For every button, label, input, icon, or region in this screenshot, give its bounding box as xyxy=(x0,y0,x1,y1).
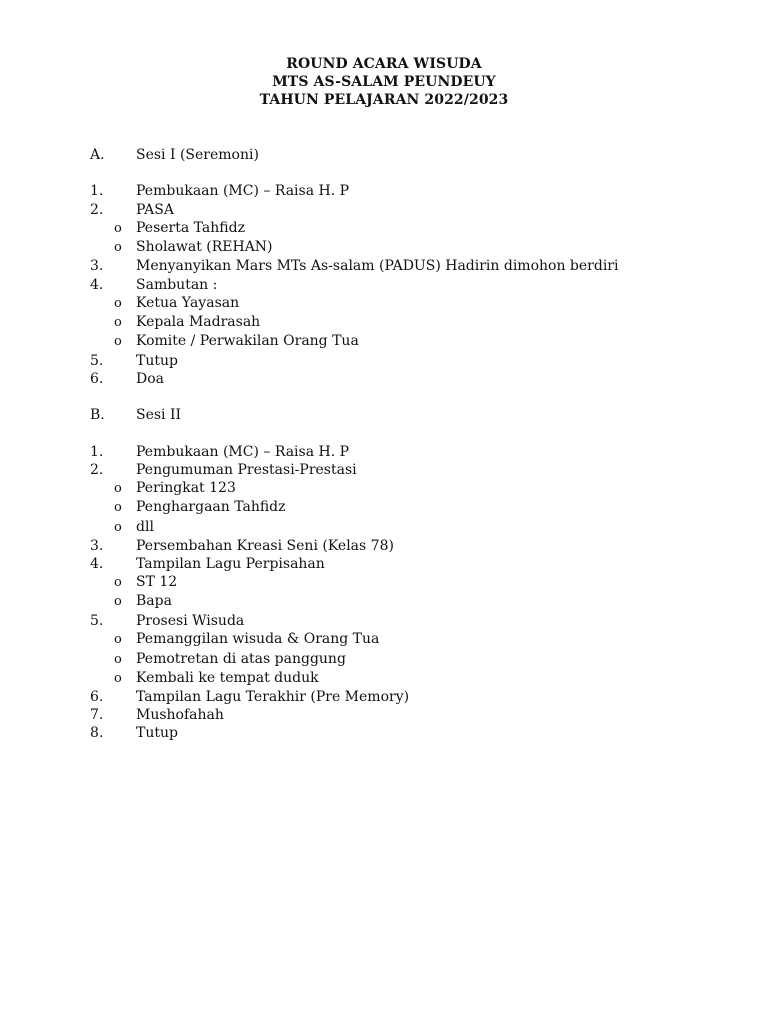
title-line-2: MTS AS-SALAM PEUNDEUY xyxy=(272,74,496,90)
item-text: Menyanyikan Mars MTs As-salam (PADUS) Hadirin dimohon berdiri xyxy=(136,258,619,274)
item-text: Doa xyxy=(136,371,164,387)
item-text: Prosesi Wisuda xyxy=(136,613,245,629)
bullet-icon: o xyxy=(114,500,122,515)
title-line-3: TAHUN PELAJARAN 2022/2023 xyxy=(259,92,509,108)
item-text: Ketua Yayasan xyxy=(136,295,240,311)
item-text: Pemotretan di atas panggung xyxy=(136,651,346,667)
section-marker: B. xyxy=(90,407,105,423)
bullet-icon: o xyxy=(114,575,122,590)
item-number: 6. xyxy=(90,371,104,387)
item-number: 4. xyxy=(90,556,104,572)
bullet-icon: o xyxy=(114,652,122,667)
item-text: Tutup xyxy=(136,353,178,369)
item-text: Pengumuman Prestasi-Prestasi xyxy=(136,462,357,478)
bullet-icon: o xyxy=(114,632,122,647)
item-number: 3. xyxy=(90,538,104,554)
item-number: 7. xyxy=(90,707,104,723)
section-marker: A. xyxy=(90,147,105,163)
item-number: 1. xyxy=(90,444,104,460)
item-text: Sambutan : xyxy=(136,277,218,293)
item-text: Kembali ke tempat duduk xyxy=(136,670,319,686)
item-text: Sholawat (REHAN) xyxy=(136,239,273,255)
item-text: Peringkat 123 xyxy=(136,480,236,496)
bullet-icon: o xyxy=(114,594,122,609)
item-number: 5. xyxy=(90,613,104,629)
bullet-icon: o xyxy=(114,481,122,496)
item-text: Persembahan Kreasi Seni (Kelas 78) xyxy=(136,538,394,554)
item-number: 6. xyxy=(90,689,104,705)
item-number: 2. xyxy=(90,462,104,478)
item-text: Mushofahah xyxy=(136,707,224,723)
item-text: Penghargaan Tahfidz xyxy=(136,499,286,515)
item-number: 1. xyxy=(90,183,104,199)
bullet-icon: o xyxy=(114,240,122,255)
item-text: ST 12 xyxy=(136,574,178,590)
section-heading: Sesi II xyxy=(136,407,182,423)
item-text: Tampilan Lagu Terakhir (Pre Memory) xyxy=(136,689,410,705)
item-text: Komite / Perwakilan Orang Tua xyxy=(136,333,359,349)
item-text: Tutup xyxy=(136,725,178,741)
item-number: 3. xyxy=(90,258,104,274)
document-title xyxy=(0,55,768,109)
bullet-icon: o xyxy=(114,671,122,686)
bullet-icon: o xyxy=(114,221,122,236)
bullet-icon: o xyxy=(114,334,122,349)
item-text: Peserta Tahfidz xyxy=(136,220,245,236)
item-text: Kepala Madrasah xyxy=(136,314,261,330)
item-text: Bapa xyxy=(136,593,172,609)
bullet-icon: o xyxy=(114,520,122,535)
section-heading: Sesi I (Seremoni) xyxy=(136,147,259,163)
bullet-icon: o xyxy=(114,315,122,330)
item-text: Pembukaan (MC) – Raisa H. P xyxy=(136,444,350,460)
item-text: Pemanggilan wisuda & Orang Tua xyxy=(136,631,380,647)
title-line-1: ROUND ACARA WISUDA xyxy=(286,56,482,72)
item-text: PASA xyxy=(136,202,174,218)
item-text: Tampilan Lagu Perpisahan xyxy=(136,556,325,572)
item-text: Pembukaan (MC) – Raisa H. P xyxy=(136,183,350,199)
item-number: 5. xyxy=(90,353,104,369)
item-text: dll xyxy=(136,519,154,535)
item-number: 8. xyxy=(90,725,104,741)
item-number: 4. xyxy=(90,277,104,293)
item-number: 2. xyxy=(90,202,104,218)
bullet-icon: o xyxy=(114,296,122,311)
